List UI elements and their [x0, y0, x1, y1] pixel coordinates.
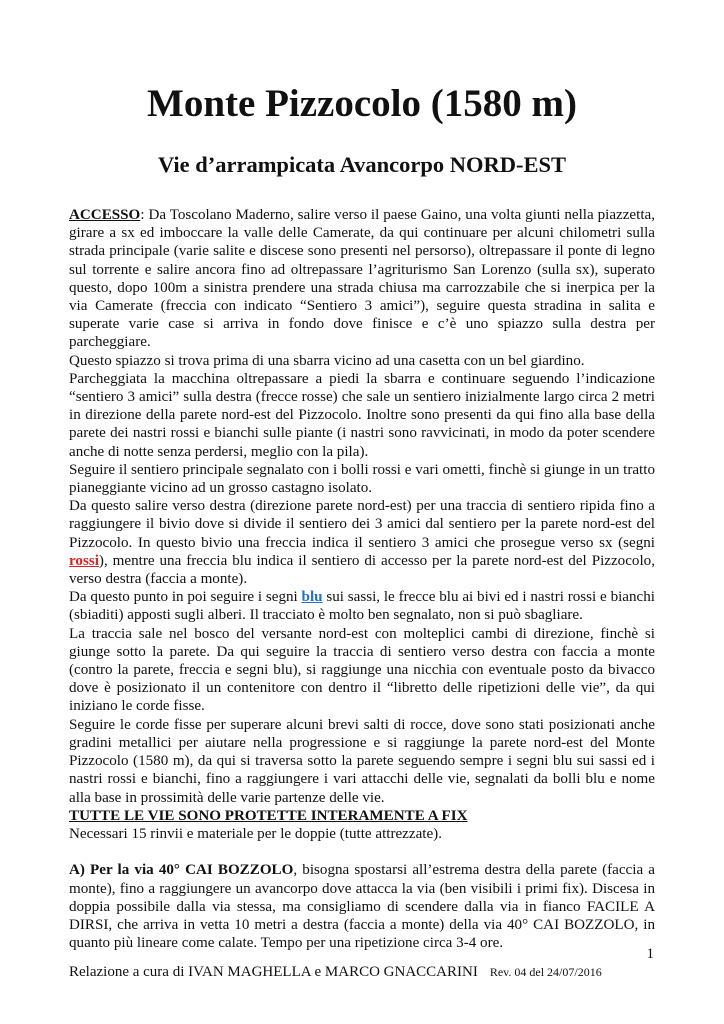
blue-marks-label: blu — [301, 589, 323, 606]
document-body — [69, 206, 655, 952]
route-a-paragraph — [69, 861, 655, 952]
main-path-paragraph: Seguire il sentiero principale segnalato con i bolli rossi e vari ometti, finchè si giunge in un tratto pianeggiante vicino ad un grosso castagno isolato. — [69, 461, 655, 497]
footer — [69, 964, 602, 981]
access-text: : Da Toscolano Maderno, salire verso il paese Gaino, una volta giunti nella piazzetta, girare a sx ed imboccare la valle delle Camerate, da qui continuare per alcuni chilometri sulla strada principale (varie salite e discese sono presenti nel persorso), oltrepassare il ponte di legno sul torrente e salire ancora fino ad oltrepassare l’agriturismo San Lorenzo (sulla sx), superato questo, dopo 100m a sinistra prendere una strada chiusa ma carrozzabile che si inerpica per la via Camerate (freccia con indicato “Sentiero 3 amici”), seguire questa stradina in salita e superate varie case si arriva in fondo dove finisce e c’è uno spiazzo sulla destra per parcheggiare. — [69, 207, 655, 351]
document-subtitle: Vie d’arrampicata Avancorpo NORD-EST — [157, 152, 567, 177]
blue-marks-paragraph: Da questo punto in poi seguire i segni blu sui sassi, le frecce blu ai bivi ed i nastri rossi e bianchi (sbiaditi) apposti sugli alberi. Il tracciato è molto ben segnalato, non si può sbagliare. — [69, 589, 655, 624]
equipment-line: Necessari 15 rinvii e materiale per le doppie (tutte attrezzate). — [69, 825, 442, 842]
document-title: Monte Pizzocolo (1580 m) — [147, 82, 577, 125]
footer-authors: Relazione a cura di IVAN MAGHELLA e MARCO GNACCARINI — [69, 964, 478, 980]
route-a-text: , bisogna spostarsi all’estrema destra della parete (faccia a monte), fino a raggiungere un avancorpo dove attacca la via (ben visibili i primi fix). Discesa in doppia possibile dalla via stessa, ma consigliamo di scendere dalla via in fianco FACILE A DIRSI, che arriva in vetta 10 metri a destra (faccia a monte) della via 40° CAI BOZZOLO, in quanto più lineare come calate. Tempo per una ripetizione circa 3-4 ore. — [69, 862, 655, 952]
fixed-ropes-paragraph: Seguire le corde fisse per superare alcuni brevi salti di rocce, dove sono stati posizionati anche gradini metallici per aiutare nella progressione e si raggiunge la parete nord-est del Monte Pizzocolo (1580 m), da qui si traversa sotto la parete seguendo sempre i segni blu sui sassi ed i nastri rossi e bianchi, fino a raggiungere i vari attacchi delle vie, segnalati da bolli blu e nome alla base in prossimità delle varie partenze delle vie. — [69, 716, 655, 806]
access-label: ACCESSO — [69, 207, 141, 223]
trail-paragraph: La traccia sale nel bosco del versante nord-est con molteplici cambi di direzione, finchè si giunge sotto la parete. Da qui seguire la traccia di sentiero verso destra con faccia a monte (contro la parete, freccia e segni blu), si raggiunge una nicchia con eventuale posto da bivacco dove è posizionato il un contenitore con dentro il “libretto delle ripetizioni delle vie”, da qui iniziano le corde fisse. — [69, 625, 655, 715]
junction-paragraph: Da questo salire verso destra (direzione parete nord-est) per una traccia di sentiero ripida fino a raggiungere il bivio dove si divide il sentiero dei 3 amici dal sentiero per la parete nord-est del Pizzocolo. In questo bivio una freccia indica il sentiero 3 amici che prosegue verso sx (segni rossi), mentre una freccia blu indica il sentiero di accesso per la parete nord-est del Pizzocolo, verso destra (faccia a monte). — [69, 498, 655, 588]
red-marks-label: rossi — [69, 552, 99, 569]
parking-paragraph: Questo spiazzo si trova prima di una sbarra vicino ad una casetta con un bel giardino. — [69, 352, 585, 369]
path-start-paragraph: Parcheggiata la macchina oltrepassare a piedi la sbarra e continuare seguendo l’indicazione “sentiero 3 amici” sulla destra (frecce rosse) che sale un sentiero inizialmente largo circa 2 metri in direzione della parete nord-est del Pizzocolo. Inoltre sono presenti da qui fino alla base della parete dei nastri rossi e bianchi sulle piante (i nastri sono ravvicinati, in modo da poter scendere anche di notte senza perdersi, meglio con la pila). — [69, 370, 655, 460]
route-a-label: A) Per la via 40° CAI BOZZOLO — [69, 862, 294, 879]
page-number: 1 — [646, 946, 654, 962]
access-paragraph — [69, 206, 655, 352]
footer-revision: Rev. 04 del 24/07/2016 — [489, 965, 602, 979]
protection-notice: TUTTE LE VIE SONO PROTETTE INTERAMENTE A FIX — [69, 807, 468, 824]
